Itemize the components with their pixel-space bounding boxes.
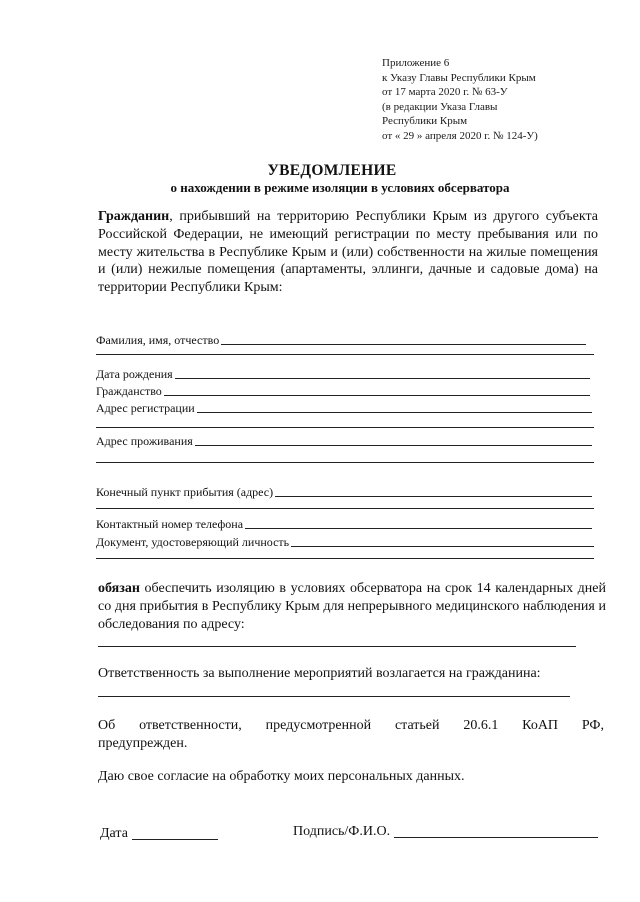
responsibility-line[interactable] xyxy=(98,696,570,697)
appendix-line: (в редакции Указа Главы xyxy=(382,100,498,113)
full-name-field[interactable] xyxy=(96,333,586,347)
obligation-bold-word: обязан xyxy=(98,581,140,596)
destination-field[interactable] xyxy=(96,485,592,499)
warning-word: РФ, xyxy=(581,718,604,733)
appendix-line: Приложение 6 xyxy=(382,57,450,69)
residence-address-label: Адрес проживания xyxy=(96,434,193,448)
intro-paragraph xyxy=(98,208,598,297)
id-document-line[interactable] xyxy=(291,545,594,547)
signature-field[interactable] xyxy=(293,824,598,840)
registration-address-label: Адрес регистрации xyxy=(96,401,195,415)
destination-line-2[interactable] xyxy=(96,508,594,509)
full-name-label: Фамилия, имя, отчество xyxy=(96,333,220,347)
appendix-line: Республики Крым xyxy=(382,115,468,127)
full-name-line[interactable] xyxy=(221,343,586,345)
signature-line[interactable] xyxy=(394,836,598,838)
appendix-line: к Указу Главы Республики Крым xyxy=(382,71,536,84)
birth-date-label: Дата рождения xyxy=(96,367,173,381)
residence-address-line-2[interactable] xyxy=(96,462,594,463)
phone-field[interactable] xyxy=(96,517,592,531)
warning-word: КоАП xyxy=(522,718,559,733)
destination-label: Конечный пункт прибытия (адрес) xyxy=(96,485,274,499)
birth-date-field[interactable] xyxy=(96,367,590,381)
phone-label: Контактный номер телефона xyxy=(96,517,244,531)
intro-bold-word: Гражданин xyxy=(98,209,170,224)
registration-address-line-2[interactable] xyxy=(96,427,594,428)
destination-line[interactable] xyxy=(275,495,592,497)
obligation-text: обеспечить изоляцию в условиях обсерватора на срок 14 календарных дней со дня прибытия в Республику Крым для непрерывного медицинского наблюдения и обследования по адресу: xyxy=(98,581,606,632)
responsibility-text: Ответственность за выполнение мероприятий возлагается на гражданина: xyxy=(98,666,541,681)
registration-address-line[interactable] xyxy=(197,411,592,413)
appendix-header xyxy=(382,56,538,143)
document-title: УВЕДОМЛЕНИЕ xyxy=(267,162,397,179)
warning-word: предусмотренной xyxy=(265,718,372,733)
id-document-field[interactable] xyxy=(96,535,594,549)
registration-address-field[interactable] xyxy=(96,401,592,415)
warning-word: ответственности, xyxy=(139,718,242,733)
date-line[interactable] xyxy=(132,838,218,840)
appendix-line: от « 29 » апреля 2020 г. № 124-У) xyxy=(382,129,538,142)
id-document-line-2[interactable] xyxy=(96,558,594,559)
full-name-line-2[interactable] xyxy=(96,354,594,355)
document-subtitle: о нахождении в режиме изоляции в условиях обсерватора xyxy=(170,180,510,195)
citizenship-label: Гражданство xyxy=(96,384,162,398)
residence-address-line[interactable] xyxy=(195,444,592,446)
appendix-line: от 17 марта 2020 г. № 63-У xyxy=(382,86,508,98)
birth-date-line[interactable] xyxy=(175,377,590,379)
consent-text: Даю свое согласие на обработку моих персональных данных. xyxy=(98,769,465,784)
warning-word: статьей xyxy=(394,718,440,733)
signature-label: Подпись/Ф.И.О. xyxy=(293,824,391,839)
obligation-paragraph xyxy=(98,580,606,634)
liability-warning-row xyxy=(98,717,604,735)
citizenship-field[interactable] xyxy=(96,384,590,398)
warning-word: Об xyxy=(98,718,116,733)
date-field[interactable] xyxy=(100,826,218,842)
liability-warning xyxy=(98,717,604,753)
phone-line[interactable] xyxy=(245,527,592,529)
id-document-label: Документ, удостоверяющий личность xyxy=(96,535,290,549)
intro-text: , прибывший на территорию Республики Крым из другого субъекта Российской Федерации, не имеющий регистрации по месту пребывания или по месту жительства в Республике Крым и (или) собственности на жилые помещения и (или) нежилые помещения (апартаменты, эллинги, дачные и садовые дома) на территории Республики Крым: xyxy=(98,209,598,296)
isolation-address-line[interactable] xyxy=(98,646,576,647)
residence-address-field[interactable] xyxy=(96,434,592,448)
date-label: Дата xyxy=(100,826,128,841)
warning-word: 20.6.1 xyxy=(463,718,499,733)
citizenship-line[interactable] xyxy=(164,394,590,396)
warning-line-2: предупрежден. xyxy=(98,736,188,751)
